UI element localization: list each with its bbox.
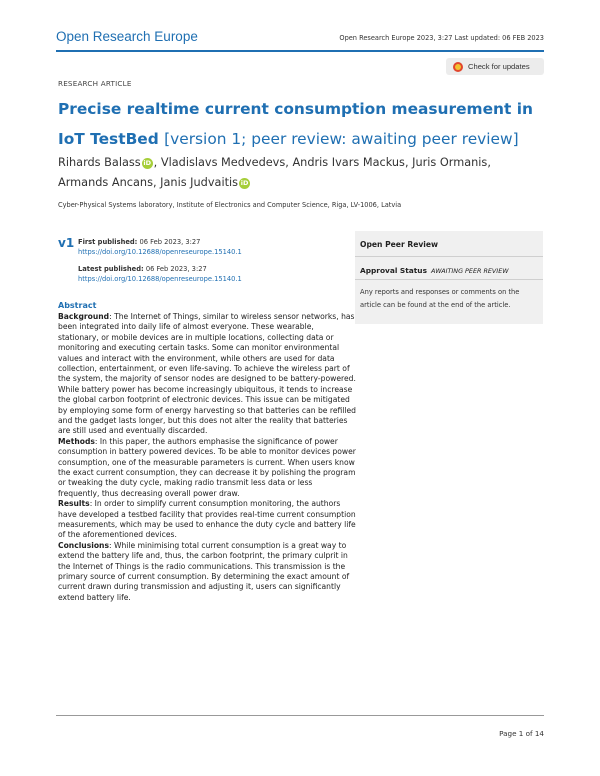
version-badge: v1 [58,236,75,250]
conclusions-label: Conclusions [58,540,109,550]
open-peer-review-panel [355,231,543,324]
approval-status-label: Approval Status [360,266,427,275]
title-version: [version 1; peer review: awaiting peer review] [164,130,519,148]
author-list [58,153,558,193]
conclusions-text: : While minimising total current consumption is a great way to extend the battery life and, thus, the carbon footprint, the primary culprit in the Internet of Things is the radio communications. This transmission is the primary source of current consumption. By determining the exact amount of current drawn during transmission and adjusting it, users can significantly extend battery life. [58,540,350,602]
header-rule [56,50,544,52]
publication-info [78,238,242,284]
check-updates-label: Check for updates [468,62,530,71]
check-updates-icon [453,62,463,72]
affiliation: Cyber-Physical Systems laboratory, Institute of Electronics and Computer Science, Riga, LV-1006, Latvia [58,201,402,209]
abstract-results [58,499,356,541]
page-number: Page 1 of 14 [499,729,544,738]
orcid-icon[interactable]: iD [240,179,249,187]
methods-text: : In this paper, the authors emphasise the significance of power consumption in battery powered devices. To be able to monitor devices power consumption, one of the measurable parameters is current. When users know the exact current consumption, they can decrease it by polishing the program or tweaking the duty cycle, making radio transmit less data or less frequently, thus decreasing overall power draw. [58,436,356,498]
review-panel-text: Any reports and responses or comments on the article can be found at the end of the article. [360,288,520,309]
footer-rule [56,715,544,716]
author-names-2a: Armands Ancans, Janis Judvaitis [58,176,239,189]
article-title [58,94,558,154]
header-meta: Open Research Europe 2023, 3:27 Last updated: 06 FEB 2023 [339,34,544,42]
first-published-doi[interactable]: https://doi.org/10.12688/openreseurope.15140.1 [78,247,242,256]
review-panel-divider [355,279,543,280]
latest-published-label: Latest published: [78,265,144,274]
latest-published-doi[interactable]: https://doi.org/10.12688/openreseurope.15140.1 [78,274,242,283]
abstract-methods [58,437,356,499]
results-label: Results [58,499,90,509]
first-published-date: 06 Feb 2023, 3:27 [139,238,201,246]
review-panel-title: Open Peer Review [360,240,439,249]
author-names-1b: , Vladislavs Medvedevs, Andris Ivars Mackus, Juris Ormanis, [153,156,491,169]
abstract-heading: Abstract [58,301,97,310]
article-type: RESEARCH ARTICLE [58,79,132,88]
author-names-1a: Rihards Balass [58,156,141,169]
approval-status-value: AWAITING PEER REVIEW [430,267,509,275]
orcid-icon[interactable]: iD [143,159,151,167]
methods-label: Methods [58,436,95,446]
journal-brand[interactable]: Open Research Europe [56,29,198,44]
check-for-updates-button[interactable] [446,58,544,75]
title-text: Precise realtime current consumption measurement in IoT TestBed [58,100,533,148]
first-published-label: First published: [78,238,138,246]
abstract-conclusions [58,541,356,603]
results-text: : In order to simplify current consumption monitoring, the authors have developed a testbed facility that provides real-time current consumption measurements, which may be used to enhance the duty cycle and battery life of the aforementioned devices. [58,499,356,540]
review-panel-divider [355,256,543,257]
latest-published-date: 06 Feb 2023, 3:27 [145,265,207,274]
abstract-background [58,312,356,437]
background-text: : The Internet of Things, similar to wireless sensor networks, has been integrated into daily life of almost everyone. These wearable, stationary, or mobile devices are in multiple locations, collecting data or monitoring and executing certain tasks. Some can monitor environmental values and interact with the environment, while others are used for data collection, entertainment, or even life-saving. To achieve the wireless part of the system, the majority of sensor nodes are designed to be battery-powered. While battery power has become increasingly ubiquitous, it tends to increase the global carbon footprint of electronic devices. This issue can be mitigated by employing some form of energy harvesting so that batteries can be refilled and the gadget lasts longer, but this does not alter the reality that batteries are still used and eventually discarded. [58,311,356,436]
background-label: Background [58,311,110,321]
abstract [58,301,356,603]
approval-status [360,266,509,275]
